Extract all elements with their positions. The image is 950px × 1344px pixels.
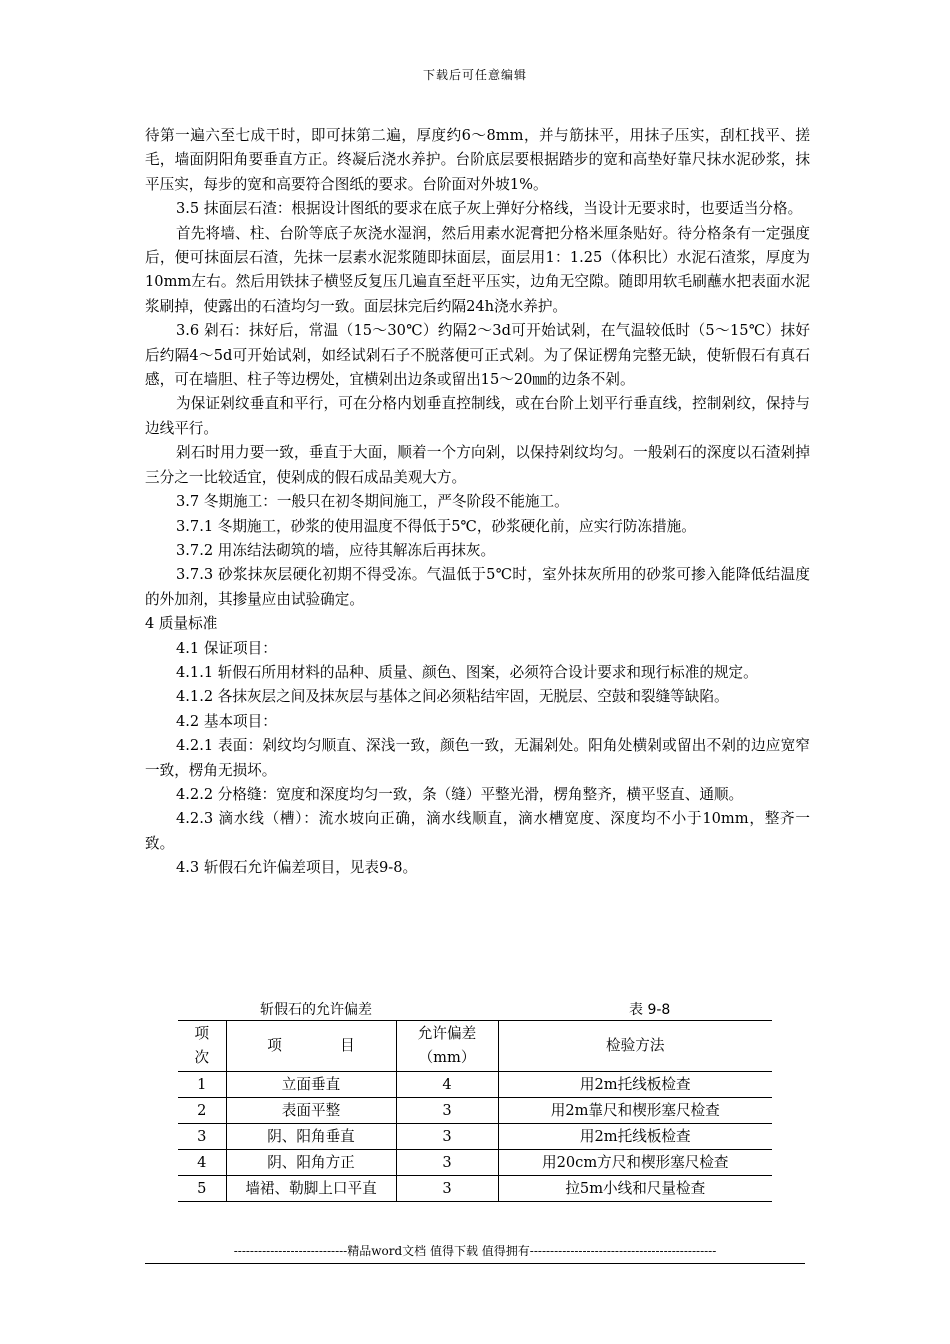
cell-method: 用2m托线板检查 [498, 1072, 772, 1098]
header-deviation [396, 1021, 498, 1072]
page-header: 下载后可任意编辑 [422, 68, 527, 82]
header-deviation-line2: （mm） [418, 1049, 476, 1066]
header-item: 项 目 [226, 1021, 396, 1072]
table-row [178, 1098, 772, 1124]
header-no-line1: 项 [194, 1025, 210, 1042]
page-footer: ----------------------------精品word文档 值得下载 值得拥有---------------------------------------------- [233, 1244, 717, 1258]
cell-deviation: 3 [396, 1176, 498, 1202]
paragraph: 3.7 冬期施工：一般只在初冬期间施工，严冬阶段不能施工。 [176, 493, 569, 511]
table-row [178, 1176, 772, 1202]
cell-deviation: 4 [396, 1072, 498, 1098]
cell-method: 用2m托线板检查 [498, 1124, 772, 1150]
cell-item: 墙裙、勒脚上口平直 [226, 1176, 396, 1202]
section-heading: 4 质量标准 [145, 615, 218, 633]
paragraph: 4.1.1 斩假石所用材料的品种、质量、颜色、图案，必须符合设计要求和现行标准的规定。 [176, 663, 758, 681]
table-row [178, 1072, 772, 1098]
table-row [178, 1124, 772, 1150]
cell-method: 拉5m小线和尺量检查 [498, 1176, 772, 1202]
document-body [145, 124, 810, 881]
table-header-row [178, 1021, 772, 1072]
paragraph: 4.1 保证项目： [176, 639, 277, 657]
header-deviation-line1: 允许偏差 [417, 1025, 477, 1042]
paragraph: 4.2.1 表面：剁纹均匀顺直、深浅一致，颜色一致，无漏剁处。阳角处横剁或留出不剁的边应宽窄一致，楞角无损坏。 [145, 737, 810, 779]
paragraph: 3.7.3 砂浆抹灰层硬化初期不得受冻。气温低于5℃时，室外抹灰所用的砂浆可掺入能降低结温度的外加剂，其掺量应由试验确定。 [145, 566, 810, 608]
cell-item: 立面垂直 [226, 1072, 396, 1098]
table-number: 表 9-8 [629, 1002, 671, 1018]
cell-deviation: 3 [396, 1150, 498, 1176]
paragraph: 4.2.2 分格缝：宽度和深度均匀一致，条（缝）平整光滑，楞角整齐，横平竖直、通顺。 [176, 785, 744, 803]
cell-item: 阴、阳角方正 [226, 1150, 396, 1176]
cell-no: 5 [178, 1176, 226, 1202]
cell-deviation: 3 [396, 1098, 498, 1124]
cell-no: 1 [178, 1072, 226, 1098]
paragraph: 4.2 基本项目： [176, 712, 277, 730]
paragraph: 待第一遍六至七成干时，即可抹第二遍，厚度约6～8mm，并与筋抹平，用抹子压实，刮杠找平、搓毛，墙面阴阳角要垂直方正。终凝后浇水养护。台阶底层要根据踏步的宽和高垫好靠尺抹水泥砂浆，抹平压实，每步的宽和高要符合图纸的要求。台阶面对外坡1%。 [145, 127, 810, 193]
paragraph: 4.3 斩假石允许偏差项目，见表9-8。 [176, 859, 418, 877]
cell-no: 4 [178, 1150, 226, 1176]
cell-no: 3 [178, 1124, 226, 1150]
paragraph: 4.1.2 各抹灰层之间及抹灰层与基体之间必须粘结牢固，无脱层、空鼓和裂缝等缺陷。 [176, 688, 729, 706]
paragraph: 3.7.2 用冻结法砌筑的墙，应待其解冻后再抹灰。 [176, 541, 496, 559]
cell-deviation: 3 [396, 1124, 498, 1150]
paragraph: 3.6 剁石：抹好后，常温（15～30℃）约隔2～3d可开始试剁，在气温较低时（5～15℃）抹好后约隔4～5d可开始试剁，如经试剁石子不脱落便可正式剁。为了保证楞角完整无缺，使斩假石有真石感，可在墙胆、柱子等边楞处，宜横剁出边条或留出15～20㎜的边条不剁。 [145, 322, 810, 389]
header-no [178, 1021, 226, 1072]
cell-item: 表面平整 [226, 1098, 396, 1124]
cell-no: 2 [178, 1098, 226, 1124]
paragraph: 首先将墙、柱、台阶等底子灰浇水湿润，然后用素水泥膏把分格米厘条贴好。待分格条有一定强度后，便可抹面层石渣，先抹一层素水泥浆随即抹面层，面层用1：1.25（体积比）水泥石渣浆，厚度为10mm左右。然后用铁抹子横竖反复压几遍直至赶平压实，边角无空隙。随即用软毛刷蘸水把表面水泥浆刷掉，使露出的石渣均匀一致。面层抹完后约隔24h浇水养护。 [145, 224, 810, 315]
cell-method: 用2m靠尺和楔形塞尺检查 [498, 1098, 772, 1124]
cell-method: 用20cm方尺和楔形塞尺检查 [498, 1150, 772, 1176]
table-caption [145, 997, 775, 1019]
cell-item: 阴、阳角垂直 [226, 1124, 396, 1150]
paragraph: 4.2.3 滴水线（槽）：流水坡向正确，滴水线顺直，滴水槽宽度、深度均不小于10mm，整齐一致。 [145, 810, 810, 852]
deviation-table [178, 1020, 772, 1202]
paragraph: 3.7.1 冬期施工，砂浆的使用温度不得低于5℃，砂浆硬化前，应实行防冻措施。 [176, 517, 696, 535]
footer-divider [145, 1263, 805, 1264]
paragraph: 为保证剁纹垂直和平行，可在分格内划垂直控制线，或在台阶上划平行垂直线，控制剁纹，保持与边线平行。 [145, 395, 810, 437]
table-row [178, 1150, 772, 1176]
paragraph: 3.5 抹面层石渣：根据设计图纸的要求在底子灰上弹好分格线，当设计无要求时，也要适当分格。 [176, 200, 803, 218]
paragraph: 剁石时用力要一致，垂直于大面，顺着一个方向剁，以保持剁纹均匀。一般剁石的深度以石渣剁掉三分之一比较适宜，使剁成的假石成品美观大方。 [145, 444, 810, 486]
header-no-line2: 次 [194, 1049, 210, 1066]
table-title: 斩假石的允许偏差 [260, 1002, 372, 1018]
header-method: 检验方法 [498, 1021, 772, 1072]
